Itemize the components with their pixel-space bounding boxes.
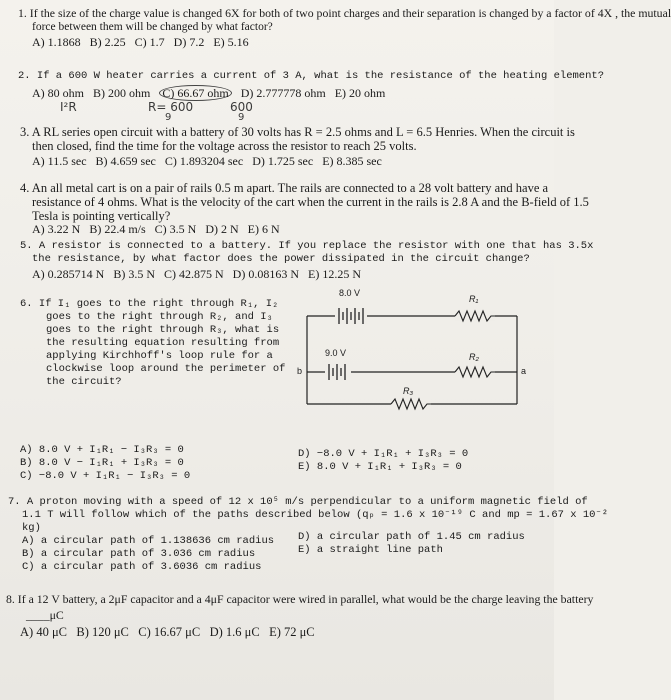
q5-answer-d: D) 0.08163 N (232, 267, 299, 281)
q4-answer-d: D) 2 N (205, 222, 239, 236)
q8-answer-d: D) 1.6 μC (209, 625, 260, 639)
q6-answer-a: A) 8.0 V + I₁R₁ − I₃R₃ = 0 (20, 444, 184, 456)
q8-blank: ____μC (26, 608, 64, 622)
q3-answer-b: B) 4.659 sec (95, 154, 156, 168)
q6-line-7: the circuit? (46, 376, 122, 388)
q6-line-3: goes to the right through R₃, what is (46, 324, 280, 336)
q7-answer-d: D) a circular path of 1.45 cm radius (298, 531, 525, 543)
q3-line1: 3. A RL series open circuit with a battery of 30 volts has R = 2.5 ohms and L = 6.5 Henries. When the circuit is (20, 125, 575, 139)
q8-answer-b: B) 120 μC (76, 625, 129, 639)
q2-handwriting-3: 9 (165, 112, 172, 123)
circuit-label-v2: 9.0 V (325, 348, 347, 358)
q8-answer-a: A) 40 μC (20, 625, 67, 639)
circuit-label-v1: 8.0 V (339, 288, 361, 298)
circuit-label-b: b (297, 366, 303, 376)
q6-answer-b: B) 8.0 V − I₁R₁ + I₃R₃ = 0 (20, 457, 184, 469)
q7-answer-a: A) a circular path of 1.138636 cm radius (22, 535, 275, 547)
q2-answer-d: D) 2.777778 ohm (240, 86, 326, 100)
q1-answer-b: B) 2.25 (89, 35, 126, 49)
q2-line1: 2. If a 600 W heater carries a current of 3 A, what is the resistance of the heating element? (18, 70, 604, 82)
q4-line1: 4. An all metal cart is on a pair of rails 0.5 m apart. The rails are connected to a 28 volt battery and have a (20, 181, 549, 195)
q6-line-5: applying Kirchhoff's loop rule for a (46, 350, 273, 362)
q7-line3: kg) (22, 522, 41, 534)
q7-line1: 7. A proton moving with a speed of 12 x 10⁵ m/s perpendicular to a uniform magnetic field of (8, 496, 588, 508)
q4-line3: Tesla is pointing vertically? (32, 209, 171, 223)
circuit-label-a: a (521, 366, 527, 376)
q3-line2: then closed, find the time for the voltage across the resistor to reach 25 volts. (32, 139, 417, 153)
q1-line2: force between them will be changed by what factor? (32, 21, 273, 33)
q5-answer-a: A) 0.285714 N (32, 267, 105, 281)
q2-answers (32, 86, 385, 101)
q2-handwriting-4: 600 (230, 100, 253, 114)
q4-line2: resistance of 4 ohms. What is the velocity of the cart when the current in the rails is 2.8 A and the B-field of 1.5 (32, 195, 589, 209)
q5-line2: the resistance, by what factor does the power dissipated in the circuit change? (32, 253, 530, 265)
q4-answer-c: C) 3.5 N (154, 222, 197, 236)
q4-answer-a: A) 3.22 N (32, 222, 81, 236)
q8-line2: μC (49, 608, 64, 622)
q1-answer-d: D) 7.2 (173, 35, 205, 49)
q3-answer-a: A) 11.5 sec (32, 154, 87, 168)
q2-handwriting-5: 9 (238, 112, 245, 123)
q6-line-1: 6. If I₁ goes to the right through R₁, I₂ (20, 298, 279, 310)
q6-line-4: the resulting equation resulting from (46, 337, 280, 349)
q5-answers (32, 267, 361, 282)
q2-answer-e: E) 20 ohm (334, 86, 386, 100)
q3-answer-d: D) 1.725 sec (252, 154, 314, 168)
q4-answer-e: E) 6 N (247, 222, 280, 236)
q3-answer-e: E) 8.385 sec (322, 154, 382, 168)
circuit-label-r1: R₁ (469, 294, 479, 304)
q7-answer-e: E) a straight line path (298, 544, 443, 556)
q2-handwriting-2: R= 600 (148, 100, 194, 114)
q8-answers (20, 625, 315, 640)
q1-answers (32, 35, 249, 50)
q2-answer-c: C) 66.67 ohm (159, 85, 231, 101)
q7-line2: 1.1 T will follow which of the paths described below (qₚ = 1.6 x 10⁻¹⁹ C and mp = 1.67 x 10⁻² (22, 509, 609, 521)
circuit-label-r2: R₂ (469, 352, 479, 362)
q8-answer-c: C) 16.67 μC (138, 625, 201, 639)
q8-answer-e: E) 72 μC (269, 625, 315, 639)
q3-answer-c: C) 1.893204 sec (164, 154, 244, 168)
q1-answer-e: E) 5.16 (213, 35, 249, 49)
q5-answer-e: E) 12.25 N (308, 267, 361, 281)
q7-answer-b: B) a circular path of 3.036 cm radius (22, 548, 256, 560)
q5-answer-b: B) 3.5 N (113, 267, 155, 281)
q7-answer-c: C) a circular path of 3.6036 cm radius (22, 561, 262, 573)
q6-answer-e: E) 8.0 V + I₁R₁ + I₃R₃ = 0 (298, 461, 462, 473)
q6-line-6: clockwise loop around the perimeter of (46, 363, 286, 375)
q2-handwriting-1: I²R (60, 100, 77, 114)
q4-answer-b: B) 22.4 m/s (89, 222, 146, 236)
q5-answer-c: C) 42.875 N (164, 267, 224, 281)
q6-circuit-diagram (285, 286, 535, 404)
q6-line-2: goes to the right through R₂, and I₃ (46, 311, 273, 323)
q5-line1: 5. A resistor is connected to a battery. If you replace the resistor with one that has 3.5x (20, 240, 594, 252)
q4-answers (32, 222, 280, 237)
q2-answer-b: B) 200 ohm (93, 86, 151, 100)
q6-answer-d: D) −8.0 V + I₁R₁ + I₃R₃ = 0 (298, 448, 469, 460)
q1-answer-c: C) 1.7 (134, 35, 165, 49)
q1-line1: 1. If the size of the charge value is changed 6X for both of two point charges and their separation is changed by a factor of 4X , the mutual (18, 6, 671, 20)
q1-answer-a: A) 1.1868 (32, 35, 81, 49)
q2-answer-a: A) 80 ohm (32, 86, 84, 100)
q6-answer-c: C) −8.0 V + I₁R₁ − I₃R₃ = 0 (20, 470, 191, 482)
q3-answers (32, 154, 382, 169)
q8-line1: 8. If a 12 V battery, a 2μF capacitor and a 4μF capacitor were wired in parallel, what would be the charge leaving the battery (6, 592, 594, 606)
circuit-label-r3: R₃ (403, 386, 414, 396)
